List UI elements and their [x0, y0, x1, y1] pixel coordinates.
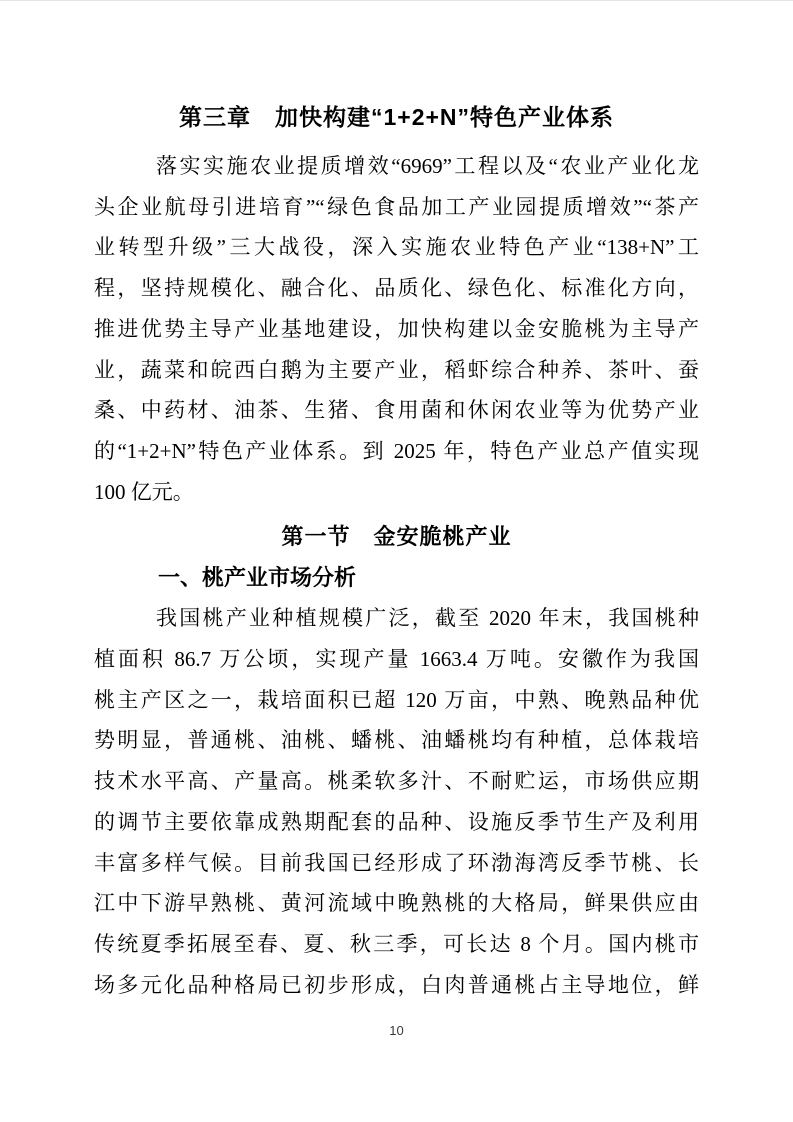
paragraph-1 [94, 146, 699, 512]
paragraph-line: 桑、中药材、油茶、生猪、食用菌和休闲农业等为优势产业 [94, 398, 699, 423]
paragraph-line: 技术水平高、产量高。桃柔软多汁、不耐贮运，市场供应期 [94, 769, 699, 794]
paragraph-line: 业转型升级”三大战役，深入实施农业特色产业“138+N”工 [94, 235, 699, 260]
chapter-title: 第三章 加快构建“1+2+N”特色产业体系 [178, 104, 615, 130]
document-content [94, 1, 699, 1005]
paragraph-line: 场多元化品种格局已初步形成，白肉普通桃占主导地位，鲜 [94, 972, 699, 997]
paragraph-line: 业，蔬菜和皖西白鹅为主要产业，稻虾综合种养、茶叶、蚕 [94, 357, 699, 382]
paragraph-line: 头企业航母引进培育”“绿色食品加工产业园提质增效”“茶产 [94, 194, 699, 219]
paragraph-line: 江中下游早熟桃、黄河流域中晚熟桃的大格局，鲜果供应由 [94, 891, 699, 916]
page-number: 10 [389, 1023, 404, 1038]
paragraph-line: 的“1+2+N”特色产业体系。到 2025 年，特色产业总产值实现 [94, 438, 699, 463]
paragraph-line: 我国桃产业种植规模广泛，截至 2020 年末，我国桃种 [156, 606, 699, 631]
paragraph-line: 传统夏季拓展至春、夏、秋三季，可长达 8 个月。国内桃市 [94, 931, 699, 956]
paragraph-line: 植面积 86.7 万公顷，实现产量 1663.4 万吨。安徽作为我国 [94, 647, 699, 672]
paragraph-line: 推进优势主导产业基地建设，加快构建以金安脆桃为主导产 [94, 316, 699, 341]
paragraph-line: 100 亿元。 [94, 479, 194, 504]
paragraph-line: 桃主产区之一，栽培面积已超 120 万亩，中熟、晚熟品种优 [94, 687, 699, 712]
paragraph-line: 程，坚持规模化、融合化、品质化、绿色化、标准化方向， [94, 276, 699, 301]
paragraph-2 [94, 598, 699, 1005]
paragraph-line: 丰富多样气候。目前我国已经形成了环渤海湾反季节桃、长 [94, 850, 699, 875]
paragraph-line: 的调节主要依靠成熟期配套的品种、设施反季节生产及利用 [94, 809, 699, 834]
subsection-title: 一、桃产业市场分析 [158, 565, 357, 591]
paragraph-line: 势明显，普通桃、油桃、蟠桃、油蟠桃均有种植，总体栽培 [94, 728, 699, 753]
section-title: 第一节 金安脆桃产业 [281, 524, 512, 550]
paragraph-line: 落实实施农业提质增效“6969”工程以及“农业产业化龙 [156, 154, 699, 178]
